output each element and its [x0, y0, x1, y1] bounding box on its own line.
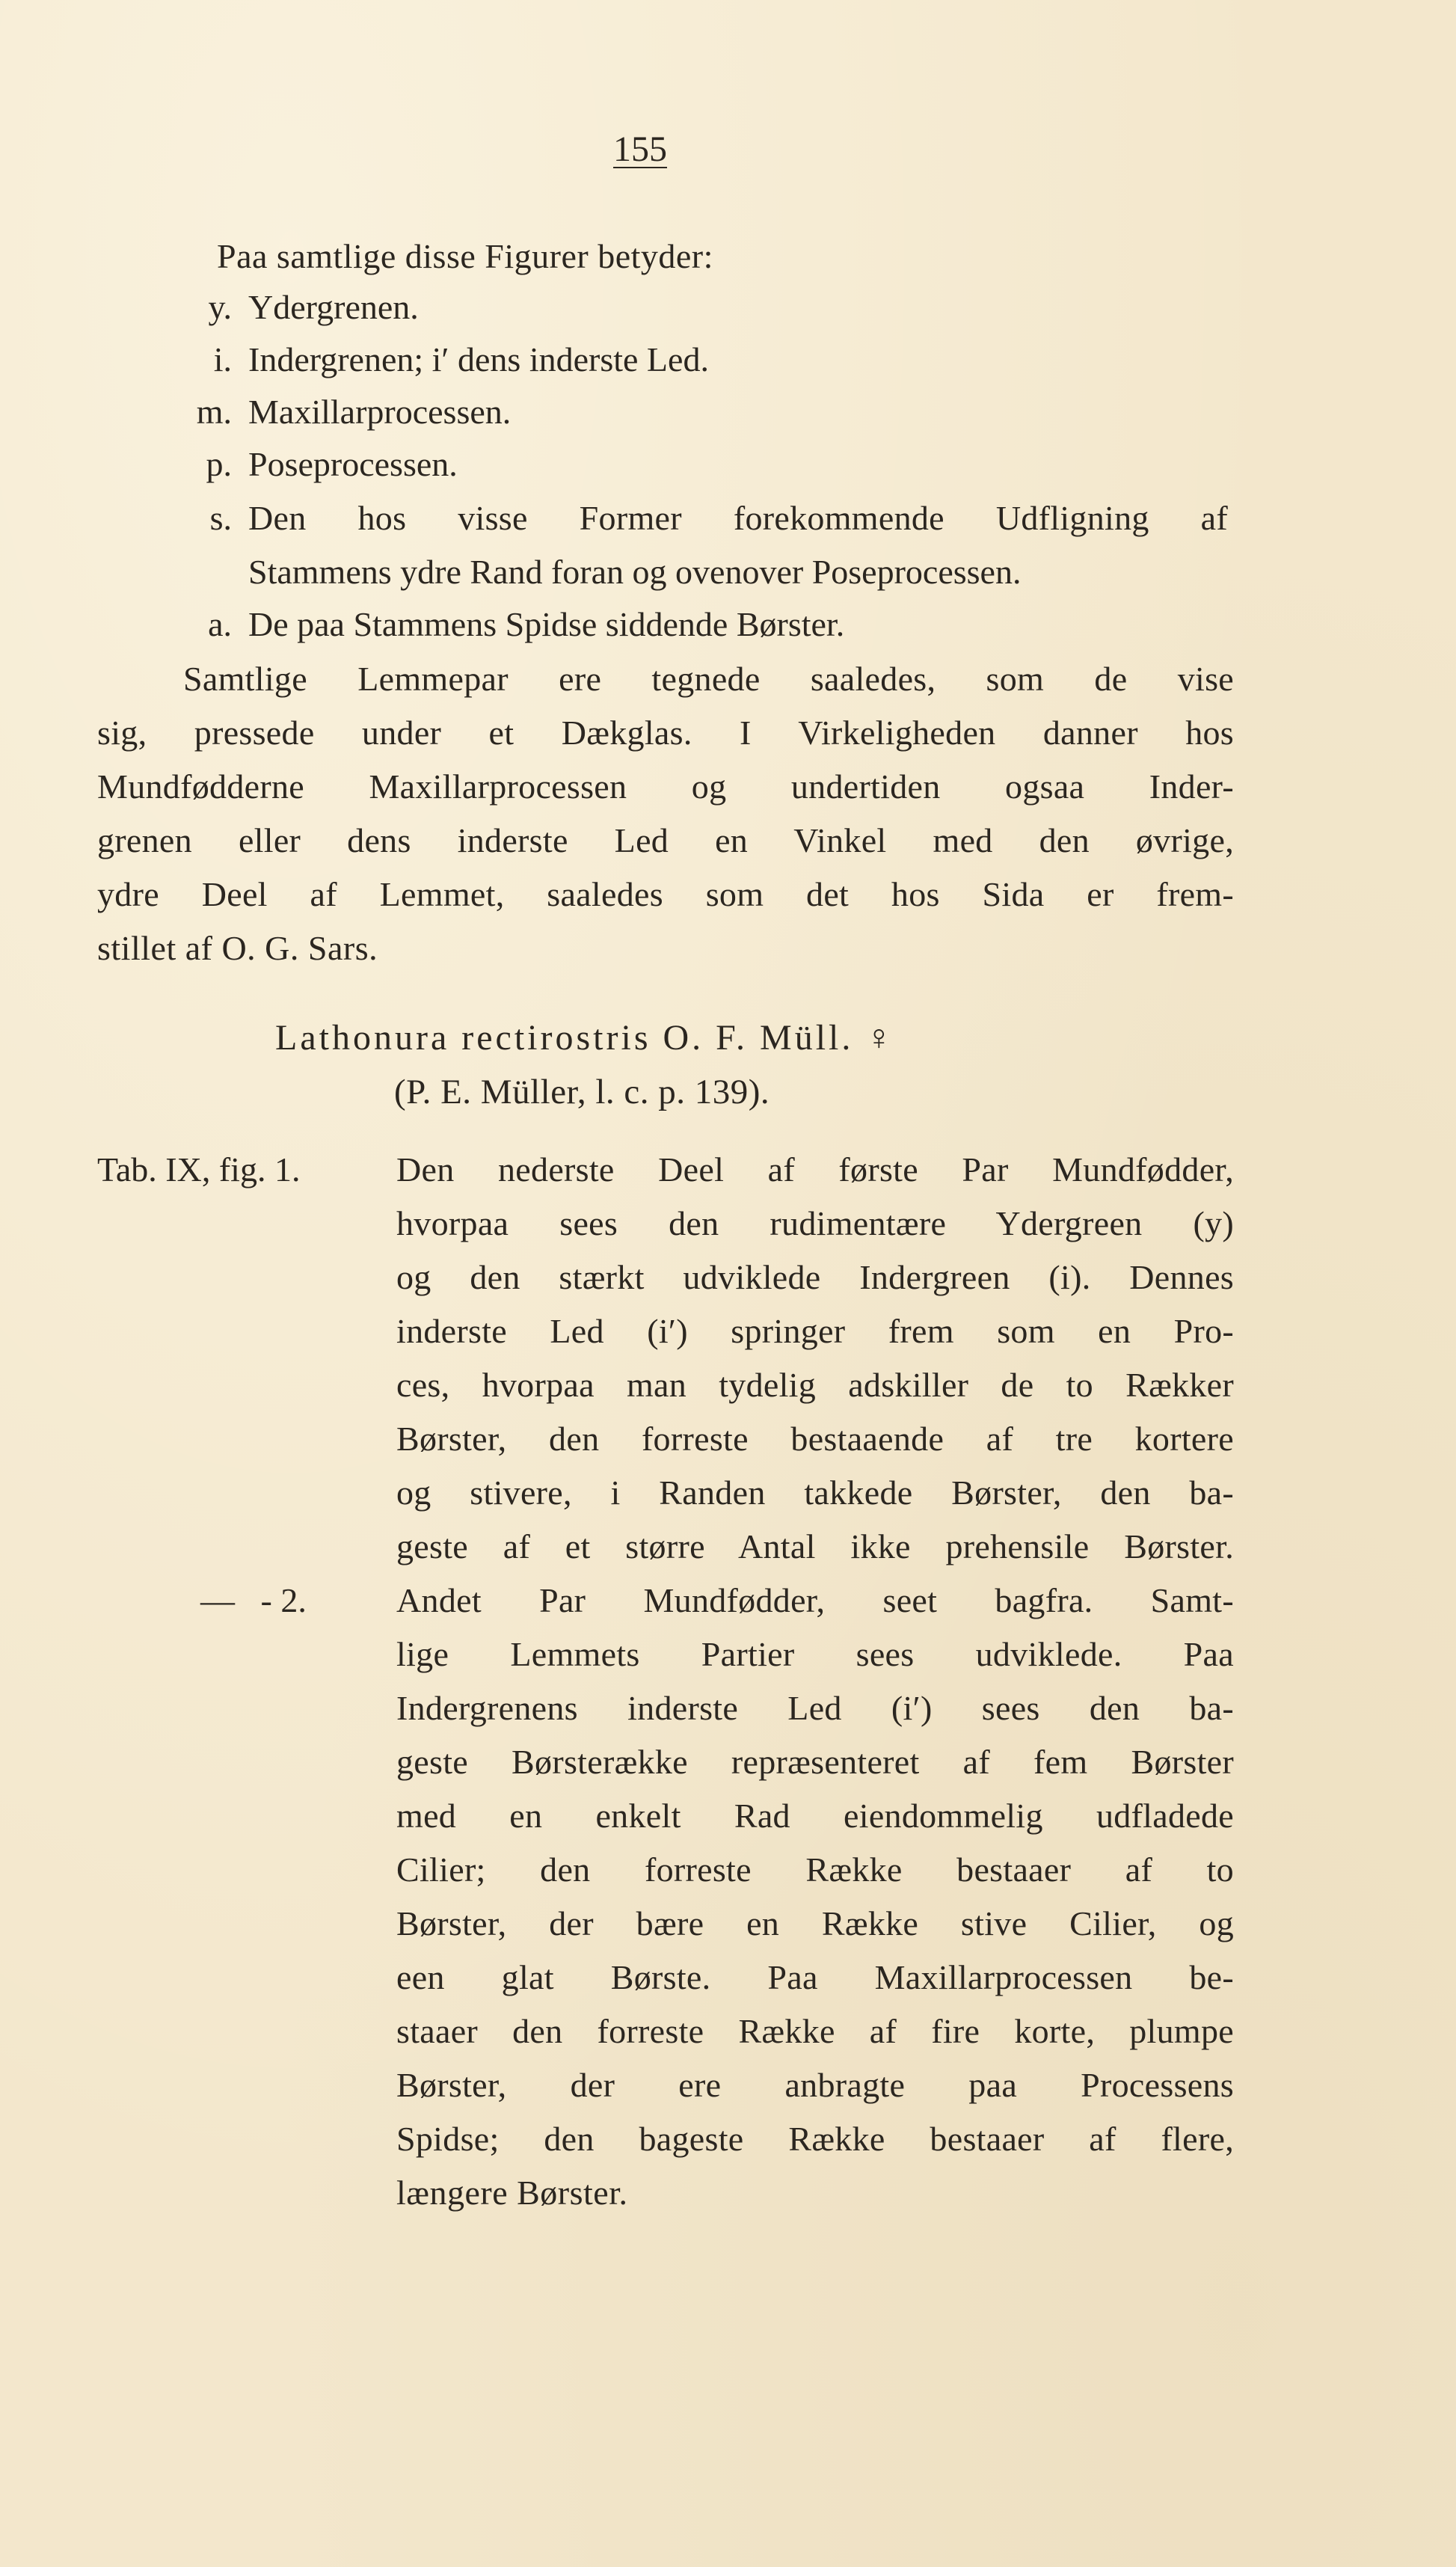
legend-key: m. [196, 393, 232, 431]
legend-text: Den hos visse Former forekommende Udfligning af [248, 499, 1228, 537]
paragraph-line: stillet af O. G. Sars. [97, 929, 378, 967]
species-reference: (P. E. Müller, l. c. p. 139). [394, 1073, 770, 1111]
legend-text: Ydergrenen. [248, 288, 419, 326]
species-title: Lathonura rectirostris O. F. Müll. ♀ [275, 1018, 896, 1058]
legend-key: p. [206, 445, 232, 483]
legend-text: Stammens ydre Rand foran og ovenover Poseprocessen. [248, 553, 1022, 591]
figure-text-line: Indergrenens inderste Led (i′) sees den ba- [396, 1689, 1234, 1727]
paragraph-line: Mundfødderne Maxillarprocessen og undertiden ogsaa Inder- [97, 767, 1234, 806]
figure-text-line: Spidse; den bageste Række bestaaer af flere, [396, 2120, 1234, 2158]
figure-reference: Tab. IX, fig. 1. [97, 1150, 301, 1189]
figure-text-line: Børster, den forreste bestaaende af tre kortere [396, 1420, 1234, 1458]
figure-text-line: geste Børsterække repræsenteret af fem Børster [396, 1743, 1234, 1781]
figure-text-line: Børster, der ere anbragte paa Processens [396, 2066, 1234, 2104]
figure-text-line: længere Børster. [396, 2174, 628, 2212]
figure-text-line: staaer den forreste Række af fire korte, plumpe [396, 2012, 1234, 2050]
figure-text-line: lige Lemmets Partier sees udviklede. Paa [396, 1635, 1234, 1673]
paragraph-line: Samtlige Lemmepar ere tegnede saaledes, som de vise [183, 660, 1234, 698]
figure-reference: — - 2. [200, 1581, 307, 1619]
page-number: 155 [613, 129, 667, 169]
figure-text-line: Den nederste Deel af første Par Mundfødder, [396, 1150, 1234, 1189]
legend-text: Maxillarprocessen. [248, 393, 512, 431]
paragraph-line: sig, pressede under et Dækglas. I Virkeligheden danner hos [97, 714, 1234, 752]
paragraph-line: ydre Deel af Lemmet, saaledes som det hos Sida er frem- [97, 875, 1234, 913]
figure-text-line: hvorpaa sees den rudimentære Ydergreen (y) [396, 1204, 1234, 1242]
figure-text-line: og den stærkt udviklede Indergreen (i). Dennes [396, 1258, 1234, 1296]
figure-text-line: og stivere, i Randen takkede Børster, den ba- [396, 1473, 1234, 1512]
legend-text: De paa Stammens Spidse siddende Børster. [248, 605, 845, 643]
figure-text-line: Andet Par Mundfødder, seet bagfra. Samt- [396, 1581, 1234, 1619]
legend-key: a. [208, 605, 232, 643]
figure-text-line: Cilier; den forreste Række bestaaer af to [396, 1850, 1234, 1889]
figure-text-line: geste af et større Antal ikke prehensile Børster. [396, 1527, 1234, 1565]
legend-text: Poseprocessen. [248, 445, 458, 483]
legend-key: s. [209, 499, 232, 537]
legend-text: Indergrenen; i′ dens inderste Led. [248, 340, 709, 378]
figure-text-line: Børster, der bære en Række stive Cilier, og [396, 1904, 1234, 1942]
figure-text-line: ces, hvorpaa man tydelig adskiller de to Rækker [396, 1366, 1234, 1404]
figure-text-line: inderste Led (i′) springer frem som en Pro- [396, 1312, 1234, 1350]
legend-key: i. [213, 340, 232, 378]
legend-intro: Paa samtlige disse Figurer betyder: [217, 237, 713, 275]
figure-text-line: een glat Børste. Paa Maxillarprocessen be- [396, 1958, 1234, 1996]
figure-text-line: med en enkelt Rad eiendommelig udfladede [396, 1797, 1234, 1835]
paragraph-line: grenen eller dens inderste Led en Vinkel med den øvrige, [97, 821, 1234, 859]
legend-key: y. [208, 288, 232, 326]
